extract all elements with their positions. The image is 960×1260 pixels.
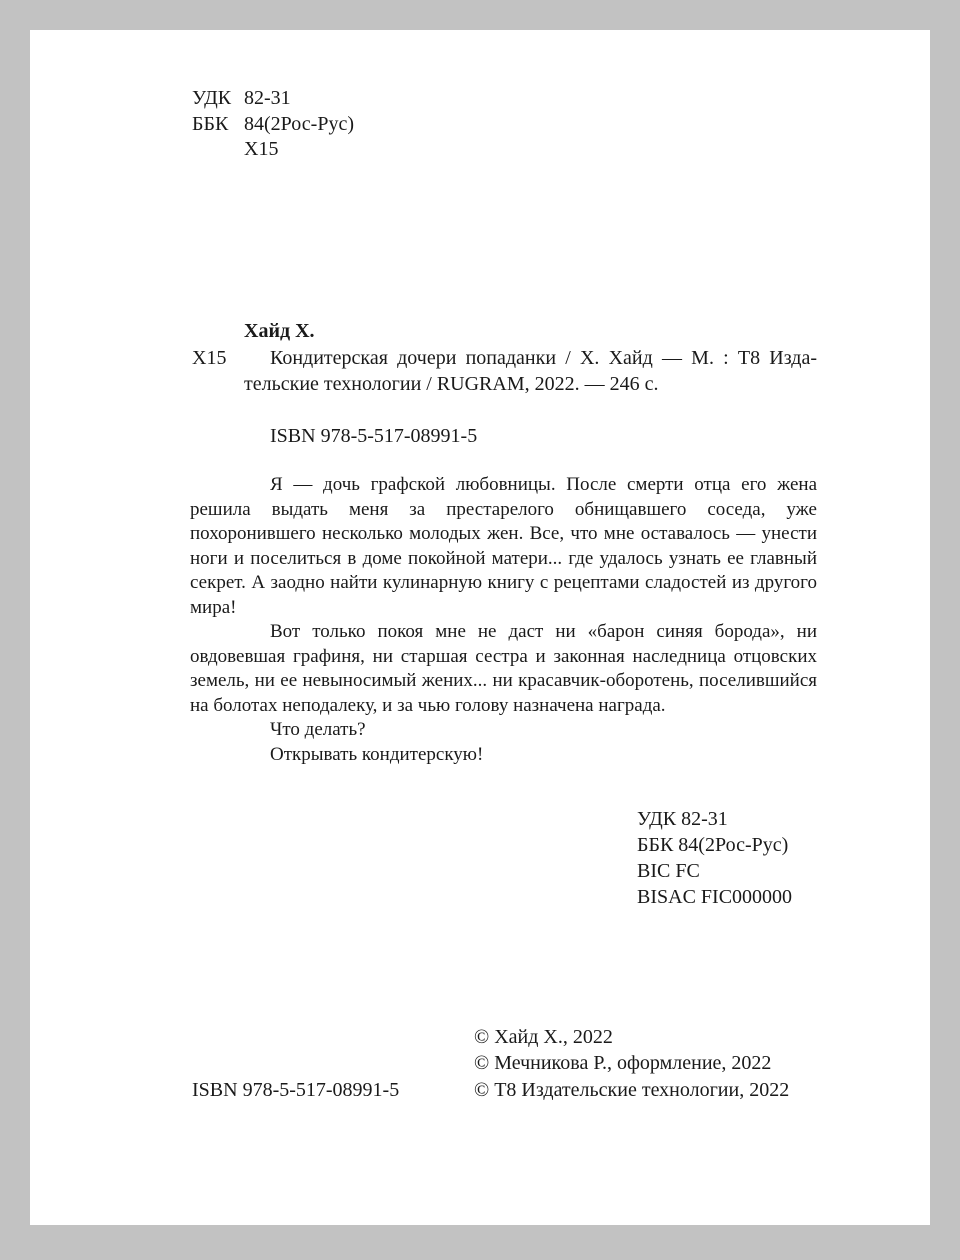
description-line-1: Кондитерская дочери попаданки / Х. Хайд — М. : Т8 Изда- — [270, 347, 817, 369]
bic-code: BIC FC — [637, 860, 700, 882]
annotation-paragraph: Вот только покоя мне не даст ни «барон синяя борода», ни овдовевшая графиня, ни старшая сестра и законная наследница отцовских земель, ни ее невыносимый жених... ни красавчик-оборотень, поселившийся на болотах неподалеку, и за чью голову назначена награда. — [190, 621, 817, 716]
annotation-paragraph: Я — дочь графской любовницы. После смерти отца его жена решила выдать меня за престарелого обнищавшего соседа, уже похоронившего несколько молодых жен. Все, что мне оставалось — унести ноги и поселиться в доме покойной матери... где удалось узнать ее главный секрет. А заодно найти кулинарную книгу с рецептами сладостей из другого мира! — [190, 474, 817, 618]
copyright-design: © Мечникова Р., оформление, 2022 — [474, 1052, 772, 1074]
annotation-paragraph: Что делать? — [270, 719, 366, 740]
copyright-author: © Хайд Х., 2022 — [474, 1026, 613, 1048]
author-mark: Х15 — [192, 347, 227, 369]
imprint-page — [30, 30, 930, 1225]
isbn-bottom: ISBN 978-5-517-08991-5 — [192, 1079, 400, 1101]
udk-code: УДК 82-31 — [637, 808, 728, 830]
description-line-2: тельские технологии / RUGRAM, 2022. — 246 с. — [244, 373, 659, 395]
udk-label: УДК — [192, 87, 232, 109]
bbk-value: 84(2Рос-Рус) — [244, 113, 354, 135]
bbk-label: ББК — [192, 113, 229, 135]
bbk-code: ББК 84(2Рос-Рус) — [637, 834, 789, 856]
top-author-mark: Х15 — [244, 138, 279, 160]
udk-value: 82-31 — [244, 87, 291, 109]
annotation-paragraph: Открывать кондитерскую! — [270, 743, 484, 765]
isbn-entry: ISBN 978-5-517-08991-5 — [270, 425, 478, 447]
author-name: Хайд Х. — [244, 320, 315, 342]
annotation — [190, 473, 817, 767]
copyright-publisher: © Т8 Издательские технологии, 2022 — [474, 1079, 790, 1101]
bisac-code: BISAC FIC000000 — [637, 886, 793, 908]
